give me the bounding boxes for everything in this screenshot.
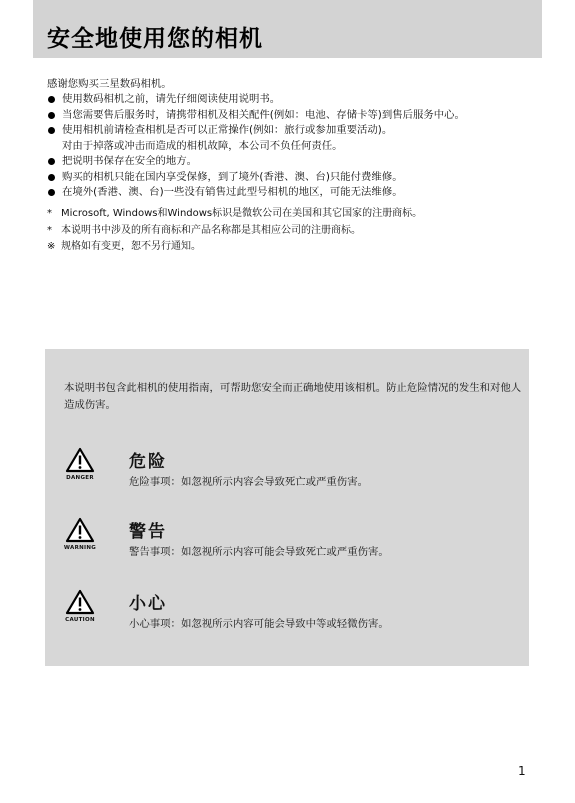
note-mark: ※	[47, 241, 56, 252]
danger-description: 危险事项：如忽视所示内容会导致死亡或严重伤害。	[129, 476, 368, 488]
warning-description: 警告事项：如忽视所示内容可能会导致死亡或严重伤害。	[129, 546, 389, 558]
danger-entry	[60, 447, 520, 497]
list-item: 把说明书保存在安全的地方。	[47, 154, 465, 170]
note-text: Microsoft, Windows和Windows标识是微软公司在美国和其它国家的注册商标。	[61, 208, 423, 219]
caution-heading: 小心	[129, 594, 167, 614]
danger-heading: 危险	[129, 452, 167, 472]
notes-list	[47, 206, 422, 256]
list-item-continuation: 对由于掉落或冲击而造成的相机故障，本公司不负任何责任。	[62, 139, 343, 152]
list-item: 使用相机前请检查相机是否可以正常操作(例如：旅行或参加重要活动)。	[47, 123, 465, 139]
warning-icon-label: WARNING	[63, 545, 97, 551]
note-text: 规格如有变更，恕不另行通知。	[61, 241, 201, 252]
caution-icon-label: CAUTION	[65, 617, 95, 623]
warning-heading: 警告	[129, 522, 167, 542]
note-item	[47, 223, 422, 240]
danger-icon-label: DANGER	[66, 475, 94, 481]
danger-warning-triangle-icon	[60, 447, 100, 487]
caution-triangle-icon	[60, 589, 100, 629]
note-item	[47, 239, 422, 256]
warning-entry	[60, 517, 520, 567]
caution-entry	[60, 589, 520, 639]
page-number: 1	[518, 764, 526, 778]
list-item: 使用数码相机之前，请先仔细阅读使用说明书。	[47, 92, 465, 108]
note-mark: *	[47, 208, 52, 219]
note-item	[47, 206, 422, 223]
note-mark: *	[47, 224, 52, 236]
panel-intro-text: 本说明书包含此相机的使用指南，可帮助您安全而正确地使用该相机。防止危险情况的发生和对他人造成伤害。	[64, 382, 522, 411]
safety-symbols-panel	[45, 349, 529, 666]
list-item: 在境外(香港、澳、台)一些没有销售过此型号相机的地区，可能无法维修。	[47, 185, 465, 201]
intro-text: 感谢您购买三星数码相机。	[47, 78, 172, 90]
note-text: 本说明书中涉及的所有商标和产品名称都是其相应公司的注册商标。	[61, 224, 361, 236]
list-item: 购买的相机只能在国内享受保修，到了境外(香港、澳、台)只能付费维修。	[47, 170, 465, 186]
precaution-list	[47, 92, 465, 201]
warning-triangle-icon	[60, 517, 100, 557]
caution-description: 小心事项：如忽视所示内容可能会导致中等或轻微伤害。	[129, 618, 389, 630]
page-title: 安全地使用您的相机	[47, 26, 263, 52]
list-item: 当您需要售后服务时，请携带相机及相关配件(例如：电池、存储卡等)到售后服务中心。	[47, 108, 465, 124]
